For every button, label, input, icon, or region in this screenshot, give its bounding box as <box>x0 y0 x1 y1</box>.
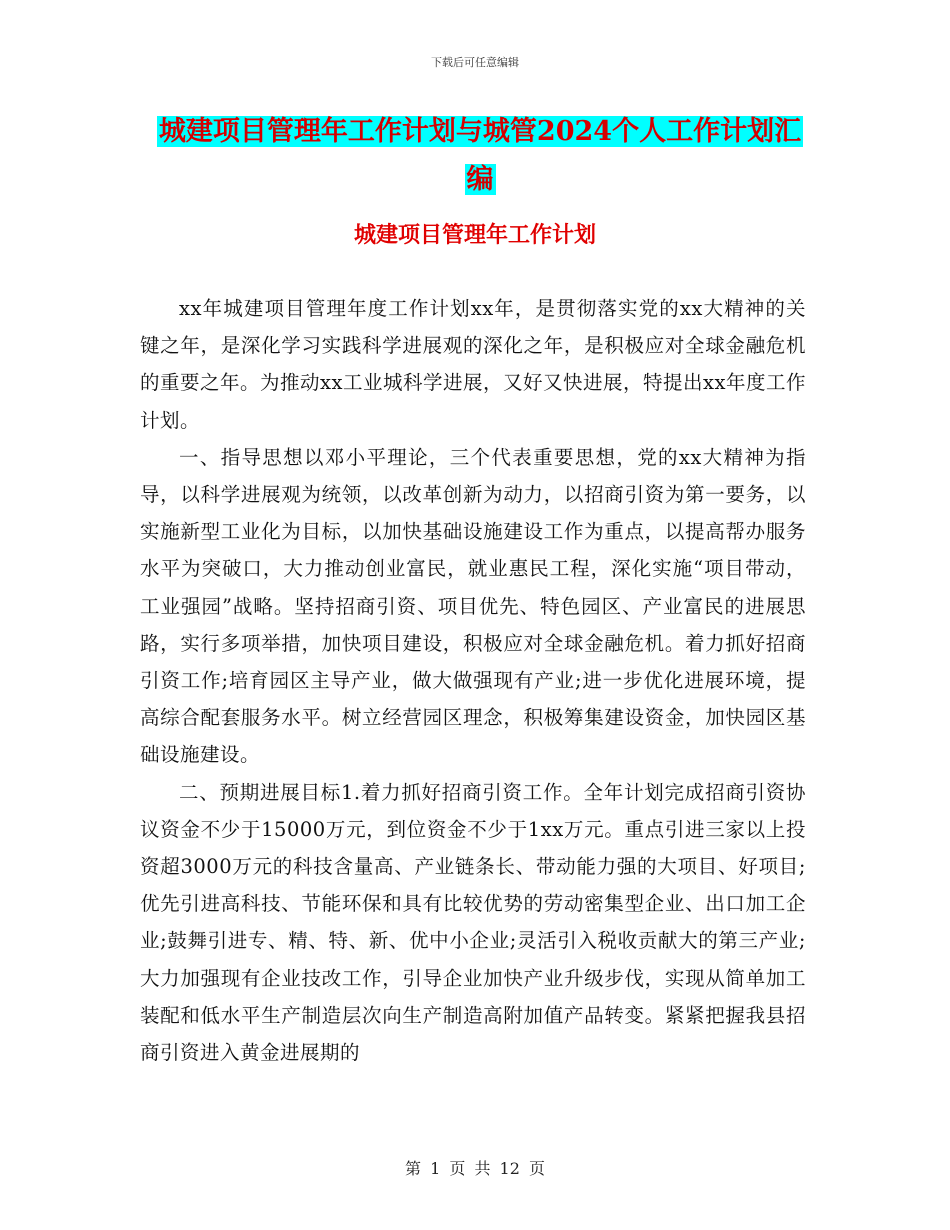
document-body <box>140 290 806 1071</box>
paragraph: 一、指导思想以邓小平理论，三个代表重要思想，党的xx大精神为指导，以科学进展观为统领，以改革创新为动力，以招商引资为第一要务，以实施新型工业化为目标，以加快基础设施建设工作为重点，以提高帮办服务水平为突破口，大力推动创业富民，就业惠民工程，深化实施“项目带动，工业强园”战略。坚持招商引资、项目优先、特色园区、产业富民的进展思路，实行多项举措，加快项目建设，积极应对全球金融危机。着力抓好招商引资工作;培育园区主导产业，做大做强现有产业;进一步优化进展环境，提高综合配套服务水平。树立经营园区理念，积极筹集建设资金，加快园区基础设施建设。 <box>140 445 806 767</box>
document-title <box>140 108 820 204</box>
title-line-2: 编 <box>466 164 494 195</box>
title-line-1: 城建项目管理年工作计划与城管2024个人工作计划汇 <box>158 116 802 147</box>
paragraph: xx年城建项目管理年度工作计划xx年，是贯彻落实党的xx大精神的关键之年，是深化学习实践科学进展观的深化之年，是积极应对全球金融危机的重要之年。为推动xx工业城科学进展，又好又快进展，特提出xx年度工作计划。 <box>140 297 806 432</box>
page-footer: 第 1 页 共 12 页 <box>405 1159 545 1178</box>
section-title: 城建项目管理年工作计划 <box>353 222 596 248</box>
header-note: 下载后可任意编辑 <box>431 56 519 69</box>
paragraph: 二、预期进展目标1.着力抓好招商引资工作。全年计划完成招商引资协议资金不少于15000万元，到位资金不少于1xx万元。重点引进三家以上投资超3000万元的科技含量高、产业链条长、带动能力强的大项目、好项目;优先引进高科技、节能环保和具有比较优势的劳动密集型企业、出口加工企业;鼓舞引进专、精、特、新、优中小企业;灵活引入税收贡献大的第三产业;大力加强现有企业技改工作，引导企业加快产业升级步伐，实现从简单加工装配和低水平生产制造层次向生产制造高附加值产品转变。紧紧把握我县招商引资进入黄金进展期的 <box>140 780 806 1065</box>
